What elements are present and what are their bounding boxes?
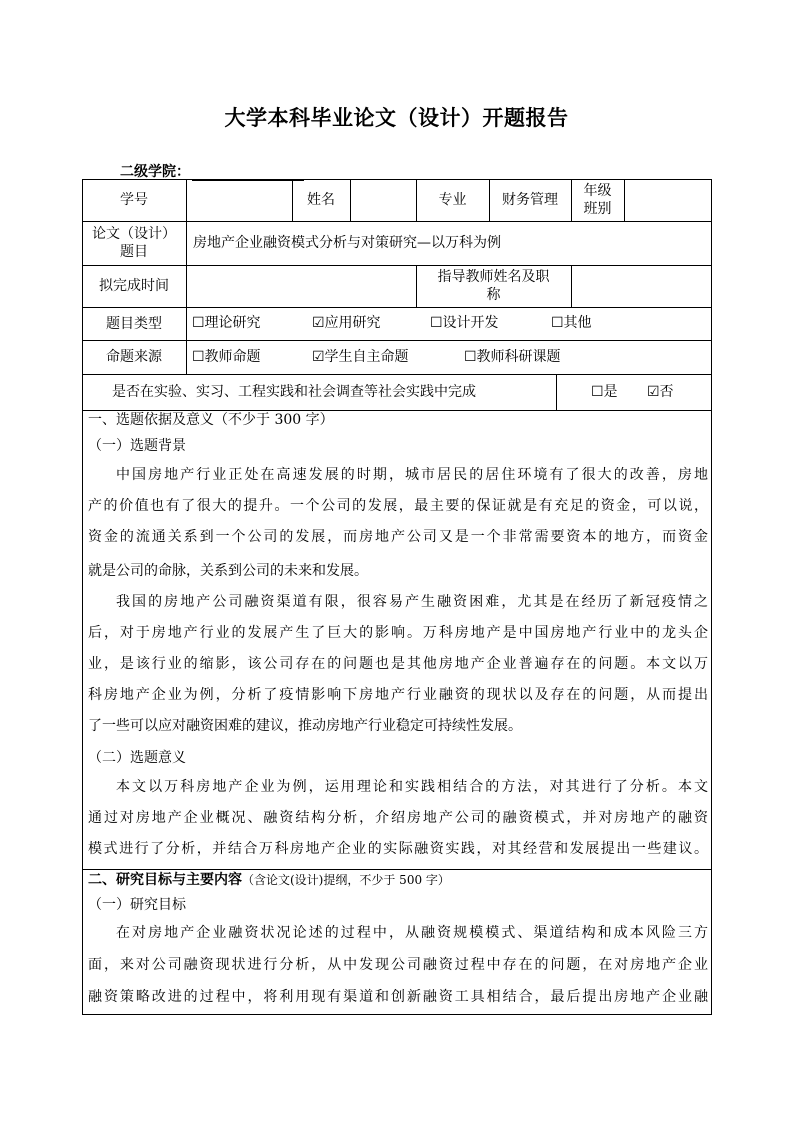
grade-label: 年级: [583, 183, 612, 199]
s1-p1-line: 产的价值也有了很大的提升。一个公司的发展，最主要的保证就是有充足的资金，可以说，: [88, 498, 708, 514]
thesis-title-value: 房地产企业融资模式分析与对策研究—以万科为例: [193, 235, 501, 251]
s1-p1-line: 就是公司的命脉，关系到公司的未来和发展。: [88, 563, 368, 579]
table-row-divider: [82, 869, 712, 870]
section2-heading: [88, 873, 450, 888]
major-label: 专业: [438, 192, 467, 208]
completion-time-value[interactable]: [186, 265, 416, 307]
section2-heading-note: （含论文(设计)提纲，不少于 500 字）: [242, 873, 450, 887]
source-student-checkbox[interactable]: ☑学生自主命题: [312, 349, 409, 365]
topic-type-applied-checkbox[interactable]: ☑应用研究: [312, 315, 381, 331]
table-col-divider: [556, 374, 557, 410]
table-row-divider: [82, 410, 712, 411]
class-label: 班别: [583, 201, 612, 217]
advisor-label: [416, 265, 571, 307]
s2-p1-line: 在对房地产企业融资状况论述的过程中，从融资规模模式、渠道结构和成本风险三方: [116, 925, 708, 941]
major-value: 财务管理: [502, 192, 558, 208]
name-value[interactable]: [350, 179, 416, 221]
page-title: 大学本科毕业论文（设计）开题报告: [224, 106, 569, 130]
advisor-value[interactable]: [571, 265, 712, 307]
grade-class-label: [571, 179, 624, 221]
practice-yes-checkbox[interactable]: ☐是: [591, 384, 618, 400]
student-id-label: 学号: [120, 192, 148, 208]
section1-heading: 一、选题依据及意义（不少于 300 字）: [88, 412, 334, 428]
thesis-label-line1: 论文（设计）: [92, 226, 176, 242]
s1-p3-line: 通过对房地产企业概况、融资结构分析，介绍房地产公司的融资模式，并对房地产的融资: [88, 810, 708, 826]
topic-type-other-checkbox[interactable]: ☐其他: [551, 315, 592, 331]
s2-p1-line: 融资策略改进的过程中，将利用现有渠道和创新融资工具相结合，最后提出房地产企业融: [88, 989, 708, 1005]
thesis-label-line2: 题目: [120, 244, 148, 260]
college-label: 二级学院：: [120, 164, 190, 180]
s1-p2-line: 了一些可以应对融资困难的建议，推动房地产行业稳定可持续性发展。: [88, 718, 522, 734]
topic-type-theory-checkbox[interactable]: ☐理论研究: [192, 315, 261, 331]
section1-sub2: （二）选题意义: [88, 750, 186, 766]
s1-p3-line: 模式进行了分析，并结合万科房地产企业的实际融资实践，对其经营和发展提出一些建议。: [88, 841, 708, 857]
practice-question: 是否在实验、实习、工程实践和社会调查等社会实践中完成: [112, 384, 476, 400]
advisor-label-line2: 称: [486, 287, 501, 303]
topic-type-design-checkbox[interactable]: ☐设计开发: [430, 315, 499, 331]
source-research-checkbox[interactable]: ☐教师科研课题: [464, 349, 561, 365]
college-field: [120, 161, 304, 181]
section2-heading-title: 二、研究目标与主要内容: [88, 872, 242, 888]
name-label: 姓名: [307, 192, 335, 208]
thesis-title-label: [82, 221, 186, 265]
s1-p2-line: 我国的房地产公司融资渠道有限，很容易产生融资困难，尤其是在经历了新冠疫情之: [116, 594, 708, 610]
s2-p1-line: 面，来对公司融资现状进行分析，从中发现公司融资过程中存在的问题，在对房地产企业: [88, 957, 708, 973]
section2-sub1: （一）研究目标: [88, 897, 186, 913]
grade-class-value[interactable]: [624, 179, 712, 221]
student-id-value[interactable]: [186, 179, 292, 221]
s1-p2-line: 科房地产企业为例，分析了疫情影响下房地产行业融资的现状以及存在的问题，从而提出: [88, 687, 708, 703]
s1-p1-line: 中国房地产行业正处在高速发展的时期，城市居民的居住环境有了很大的改善，房地: [116, 467, 708, 483]
s1-p3-line: 本文以万科房地产企业为例，运用理论和实践相结合的方法，对其进行了分析。本文: [116, 779, 708, 795]
practice-no-checkbox[interactable]: ☑否: [647, 384, 674, 400]
s1-p2-line: 后，对于房地产行业的发展产生了巨大的影响。万科房地产是中国房地产行业中的龙头企: [88, 625, 708, 641]
completion-time-label: 拟完成时间: [99, 278, 169, 294]
section1-sub1: （一）选题背景: [88, 438, 186, 454]
s1-p1-line: 资金的流通关系到一个公司的发展，而房地产公司又是一个非常需要资本的地方，而资金: [88, 529, 708, 545]
topic-source-label: 命题来源: [106, 349, 162, 365]
advisor-label-line1: 指导教师姓名及职: [437, 269, 550, 285]
s1-p2-line: 业，是该行业的缩影，该公司存在的问题也是其他房地产企业普遍存在的问题。本文以万: [88, 656, 708, 672]
topic-type-label: 题目类型: [106, 315, 162, 332]
source-teacher-checkbox[interactable]: ☐教师命题: [192, 349, 261, 365]
